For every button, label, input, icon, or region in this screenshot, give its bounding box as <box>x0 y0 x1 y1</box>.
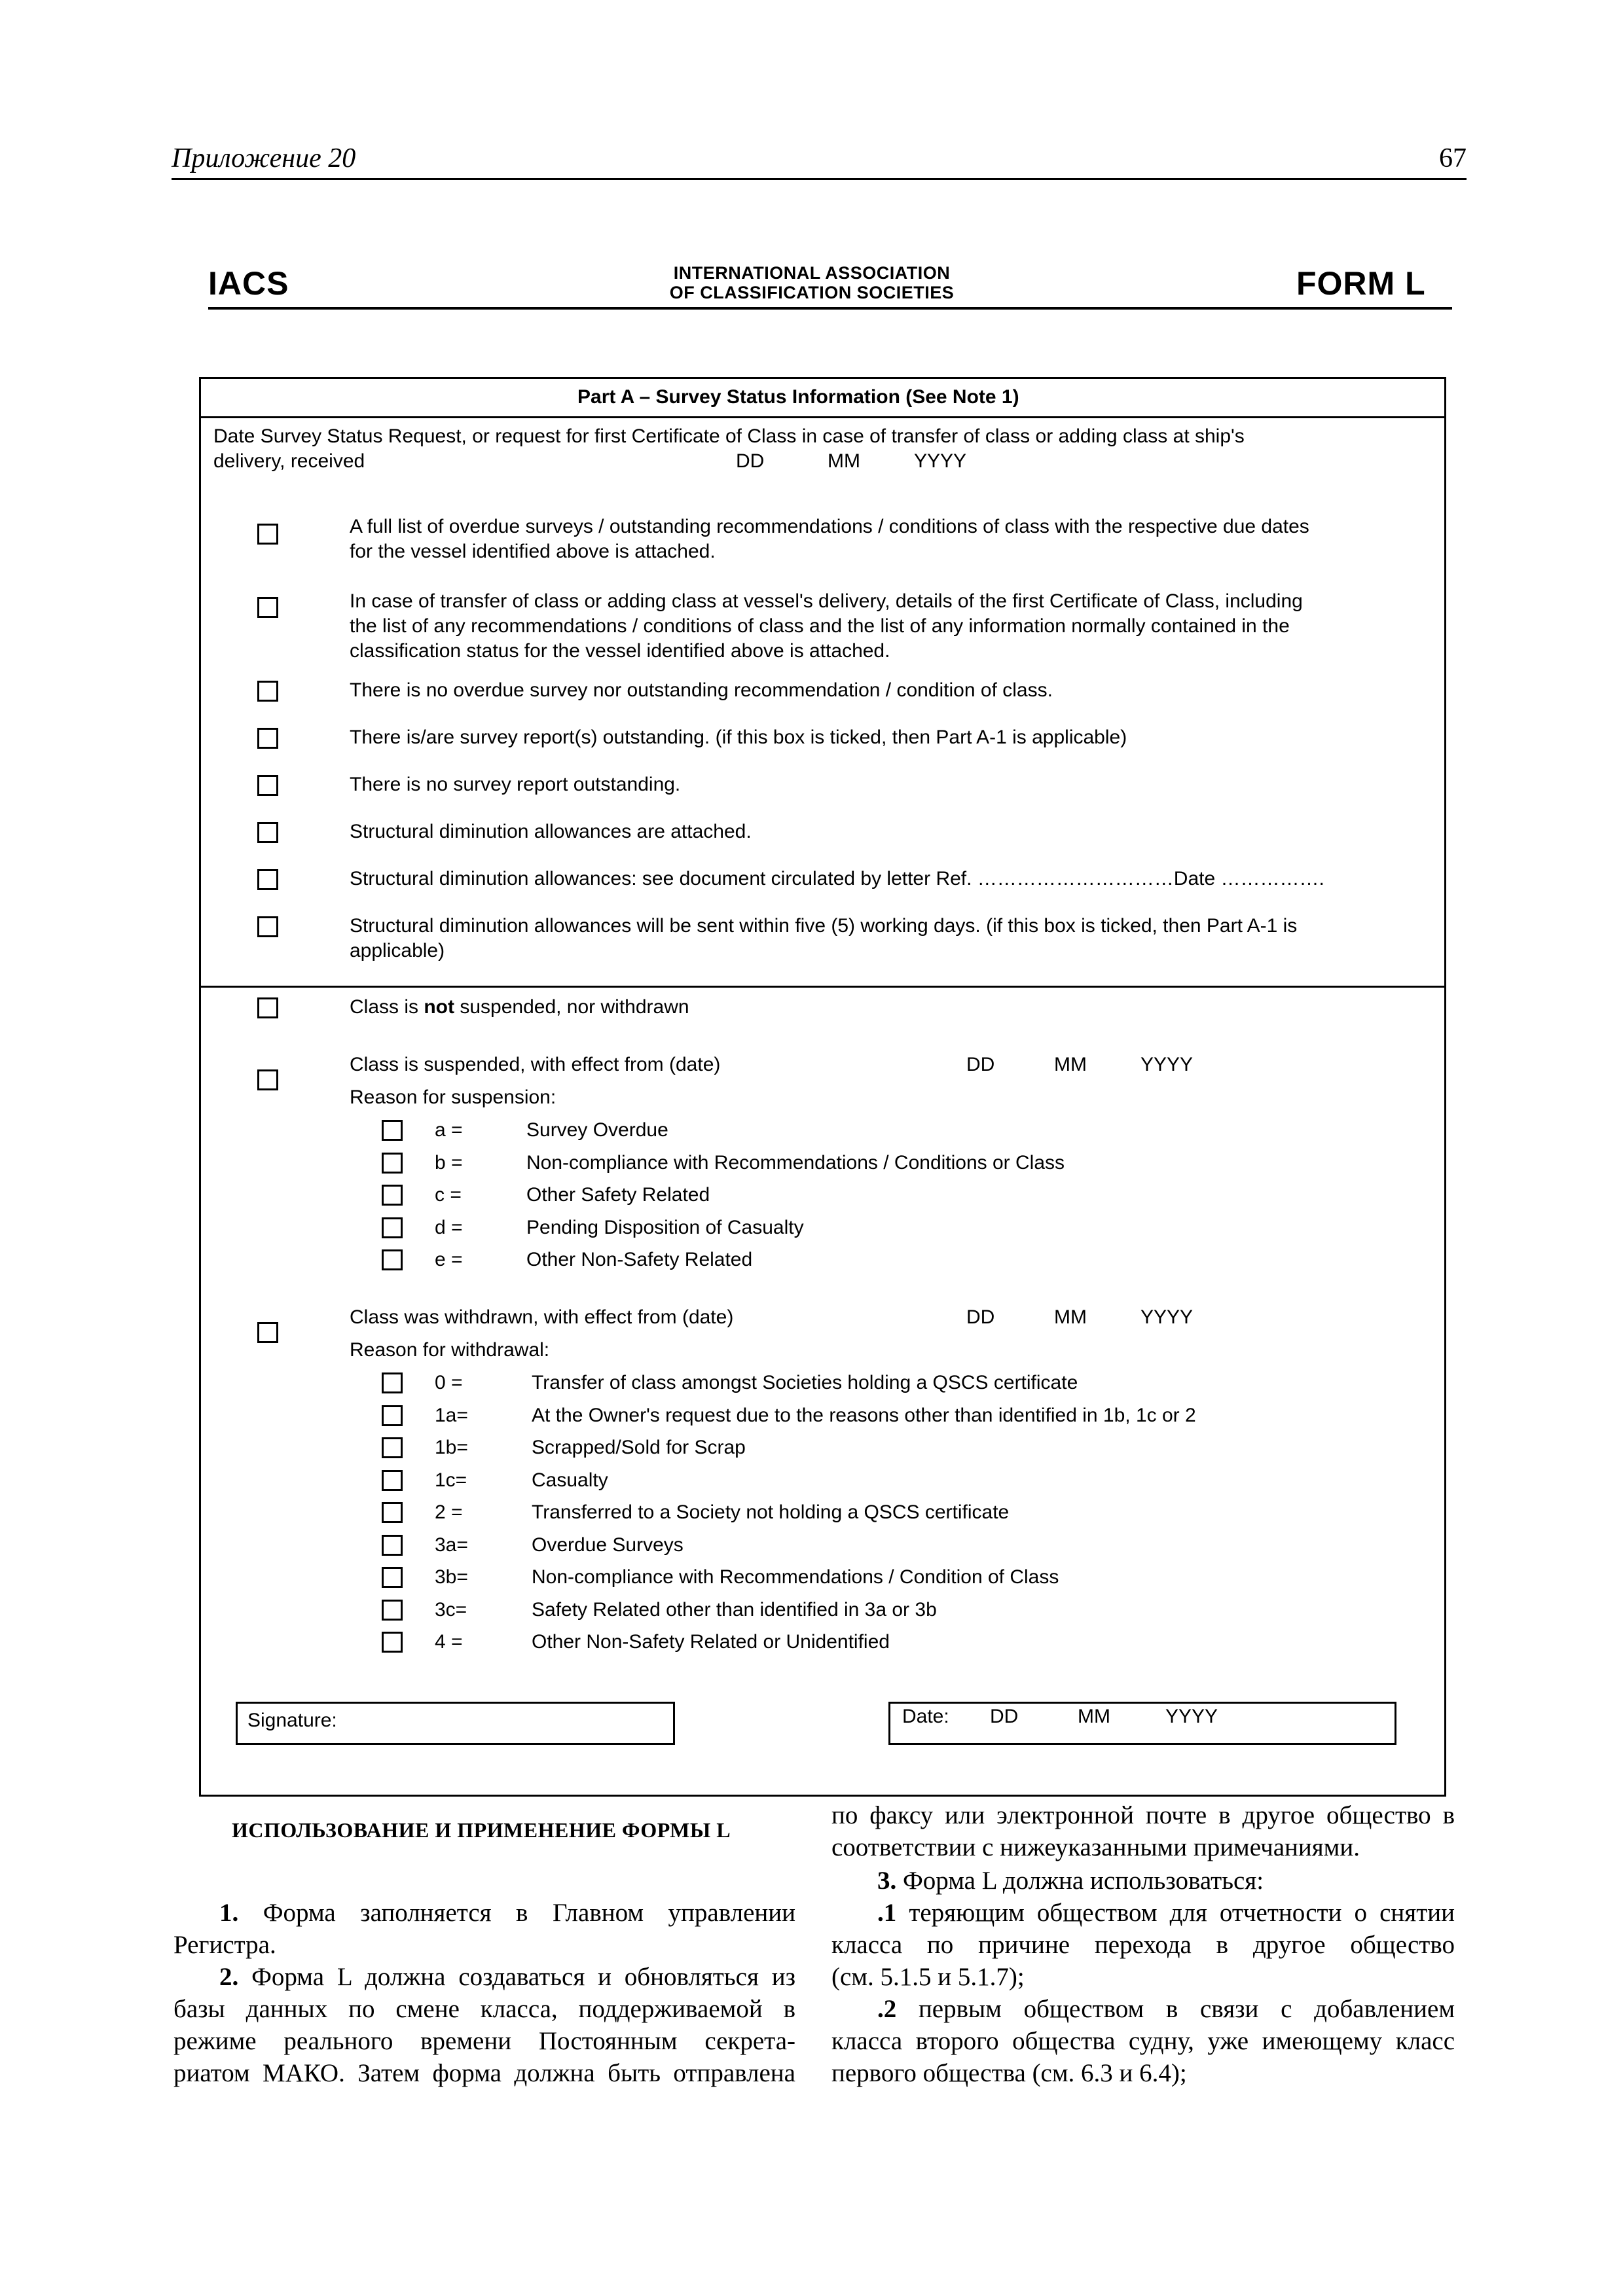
class-withdrawn-label: Class was withdrawn, with effect from (date) <box>350 1306 734 1328</box>
item-diminution-letter: Structural diminution allowances: see document circulated by letter Ref. …………………………Date ……………. <box>350 868 1324 889</box>
association-line-2: OF CLASSIFICATION SOCIETIES <box>669 283 955 302</box>
item-no-overdue-survey: There is no overdue survey nor outstanding recommendation / condition of class. <box>350 679 1053 701</box>
suspension-code-c: c = <box>435 1184 462 1206</box>
checkbox-withdrawal-1c[interactable] <box>382 1470 403 1491</box>
checkbox-suspension-b[interactable] <box>382 1153 403 1174</box>
para-2-line-2: базы данных по смене класса, поддерживаемой в <box>173 1995 795 2023</box>
suspension-reason-d: Pending Disposition of Casualty <box>526 1217 804 1238</box>
request-date-dd: DD <box>736 450 765 472</box>
checkbox-overdue-list-attached[interactable] <box>257 524 278 545</box>
suspended-date-dd: DD <box>966 1054 995 1075</box>
running-header-left: Приложение 20 <box>172 143 356 173</box>
para-3-1-line-1: .1 теряющим обществом для отчетности о снятии <box>877 1899 1455 1927</box>
withdrawn-date-mm: MM <box>1054 1306 1087 1328</box>
para-3-1-line-2: класса по причине перехода в другое общество <box>831 1931 1455 1959</box>
withdrawal-reason-4: Other Non-Safety Related or Unidentified <box>532 1631 890 1653</box>
item-class-not-suspended: Class is not suspended, nor withdrawn <box>350 996 689 1018</box>
form-header-rule <box>208 307 1452 310</box>
checkbox-class-not-suspended[interactable] <box>257 997 278 1018</box>
checkbox-suspension-a[interactable] <box>382 1120 403 1141</box>
signature-date-field[interactable] <box>888 1702 1396 1745</box>
item-diminution-five-days-line-1: Structural diminution allowances will be sent within five (5) working days. (if this box is ticked, then Part A-1 is <box>350 915 1298 937</box>
para-r1-line-2: соответствии с нижеуказанными примечаниями. <box>831 1833 1360 1861</box>
withdrawal-reason-1c: Casualty <box>532 1469 608 1491</box>
suspended-date-mm: MM <box>1054 1054 1087 1075</box>
request-date-line-1: Date Survey Status Request, or request for first Certificate of Class in case of transfer of class or adding class at ship's <box>213 425 1245 447</box>
item-overdue-list-line-1: A full list of overdue surveys / outstanding recommendations / conditions of class with the respective due dates <box>350 516 1309 537</box>
suspension-code-a: a = <box>435 1119 463 1141</box>
class-status-divider <box>199 986 1444 988</box>
suspension-code-e: e = <box>435 1249 463 1270</box>
running-header-rule <box>172 178 1467 180</box>
item-survey-reports-outstanding: There is/are survey report(s) outstanding. (if this box is ticked, then Part A-1 is applicable) <box>350 726 1127 748</box>
withdrawal-reason-3a: Overdue Surveys <box>532 1534 684 1556</box>
iacs-logo-text: IACS <box>208 265 289 302</box>
para-3-2-line-2: класса второго общества судну, уже имеющему класс <box>831 2027 1455 2055</box>
signature-label: Signature: <box>247 1710 337 1731</box>
signature-date-dd: DD <box>990 1706 1019 1727</box>
part-a-title-rule <box>199 416 1444 418</box>
signature-date-label: Date: <box>902 1706 949 1727</box>
withdrawn-date-yyyy: YYYY <box>1140 1306 1194 1328</box>
withdrawal-reason-3c: Safety Related other than identified in 3a or 3b <box>532 1599 937 1621</box>
para-1-line-2: Регистра. <box>173 1931 276 1959</box>
item-transfer-details-line-1: In case of transfer of class or adding class at vessel's delivery, details of the first Certificate of Class, including <box>350 590 1303 612</box>
item-transfer-details-line-3: classification status for the vessel identified above is attached. <box>350 640 890 662</box>
withdrawn-date-dd: DD <box>966 1306 995 1328</box>
para-r1-line-1: по факсу или электронной почте в другое общество в <box>831 1801 1455 1829</box>
page-number: 67 <box>1439 143 1467 173</box>
withdrawal-code-3c: 3c= <box>435 1599 467 1621</box>
withdrawal-reason-1a: At the Owner's request due to the reasons other than identified in 1b, 1c or 2 <box>532 1405 1196 1426</box>
para-3: 3. Форма L должна использоваться: <box>877 1867 1264 1895</box>
checkbox-diminution-five-days[interactable] <box>257 916 278 937</box>
item-diminution-five-days-line-2: applicable) <box>350 940 445 961</box>
checkbox-withdrawal-1b[interactable] <box>382 1437 403 1458</box>
request-date-line-2: delivery, received <box>213 450 365 472</box>
suspension-reason-e: Other Non-Safety Related <box>526 1249 753 1270</box>
part-a-title: Part A – Survey Status Information (See Note 1) <box>577 386 1019 408</box>
withdrawal-code-1b: 1b= <box>435 1437 468 1458</box>
checkbox-withdrawal-0[interactable] <box>382 1372 403 1393</box>
checkbox-suspension-d[interactable] <box>382 1217 403 1238</box>
suspended-date-yyyy: YYYY <box>1140 1054 1194 1075</box>
suspension-reason-b: Non-compliance with Recommendations / Conditions or Class <box>526 1152 1065 1174</box>
usage-heading: ИСПОЛЬЗОВАНИЕ И ПРИМЕНЕНИЕ ФОРМЫ L <box>232 1818 731 1842</box>
checkbox-class-withdrawn[interactable] <box>257 1322 278 1343</box>
checkbox-no-survey-report[interactable] <box>257 775 278 796</box>
signature-date-mm: MM <box>1078 1706 1110 1727</box>
withdrawal-reason-1b: Scrapped/Sold for Scrap <box>532 1437 746 1458</box>
withdrawal-code-0: 0 = <box>435 1372 463 1393</box>
class-suspended-label: Class is suspended, with effect from (date) <box>350 1054 721 1075</box>
signature-date-yyyy: YYYY <box>1165 1706 1218 1727</box>
item-no-survey-report: There is no survey report outstanding. <box>350 774 681 795</box>
association-line-1: INTERNATIONAL ASSOCIATION <box>673 263 951 283</box>
suspension-code-b: b = <box>435 1152 463 1174</box>
withdrawal-reason-2: Transferred to a Society not holding a QSCS certificate <box>532 1501 1010 1523</box>
withdrawal-code-4: 4 = <box>435 1631 463 1653</box>
request-date-yyyy: YYYY <box>914 450 967 472</box>
checkbox-suspension-c[interactable] <box>382 1185 403 1206</box>
checkbox-class-suspended[interactable] <box>257 1069 278 1090</box>
withdrawal-reason-0: Transfer of class amongst Societies holding a QSCS certificate <box>532 1372 1078 1393</box>
withdrawal-code-2: 2 = <box>435 1501 463 1523</box>
form-title: FORM L <box>1296 265 1426 302</box>
para-1-line-1: 1. Форма заполняется в Главном управлении <box>219 1899 795 1927</box>
checkbox-withdrawal-3c[interactable] <box>382 1600 403 1621</box>
withdrawal-code-3b: 3b= <box>435 1566 468 1588</box>
checkbox-withdrawal-3b[interactable] <box>382 1567 403 1588</box>
checkbox-no-overdue-survey[interactable] <box>257 681 278 702</box>
item-overdue-list-line-2: for the vessel identified above is attached. <box>350 541 716 562</box>
checkbox-withdrawal-4[interactable] <box>382 1632 403 1653</box>
withdrawal-code-1c: 1c= <box>435 1469 467 1491</box>
suspension-reason-label: Reason for suspension: <box>350 1086 556 1108</box>
association-name <box>589 263 1034 302</box>
checkbox-diminution-letter[interactable] <box>257 869 278 890</box>
para-3-2-line-3: первого общества (см. 6.3 и 6.4); <box>831 2059 1187 2087</box>
withdrawal-reason-3b: Non-compliance with Recommendations / Condition of Class <box>532 1566 1059 1588</box>
checkbox-withdrawal-1a[interactable] <box>382 1405 403 1426</box>
checkbox-transfer-details-attached[interactable] <box>257 597 278 618</box>
item-diminution-attached: Structural diminution allowances are attached. <box>350 821 752 842</box>
withdrawal-reason-label: Reason for withdrawal: <box>350 1339 550 1361</box>
withdrawal-code-1a: 1a= <box>435 1405 468 1426</box>
checkbox-withdrawal-3a[interactable] <box>382 1535 403 1556</box>
withdrawal-code-3a: 3a= <box>435 1534 468 1556</box>
suspension-code-d: d = <box>435 1217 463 1238</box>
checkbox-withdrawal-2[interactable] <box>382 1502 403 1523</box>
checkbox-suspension-e[interactable] <box>382 1249 403 1270</box>
para-2-line-3: режиме реального времени Постоянным секрета- <box>173 2027 795 2055</box>
para-3-1-line-3: (см. 5.1.5 и 5.1.7); <box>831 1963 1025 1991</box>
request-date-mm: MM <box>828 450 860 472</box>
para-2-line-1: 2. Форма L должна создаваться и обновляться из <box>219 1963 795 1991</box>
suspension-reason-c: Other Safety Related <box>526 1184 710 1206</box>
para-3-2-line-1: .2 первым обществом в связи с добавлением <box>877 1995 1455 2023</box>
para-2-line-4: риатом МАКО. Затем форма должна быть отправлена <box>173 2059 795 2087</box>
checkbox-diminution-attached[interactable] <box>257 822 278 843</box>
checkbox-survey-reports-outstanding[interactable] <box>257 728 278 749</box>
suspension-reason-a: Survey Overdue <box>526 1119 668 1141</box>
item-transfer-details-line-2: the list of any recommendations / conditions of class and the list of any information normally contained in the <box>350 615 1290 637</box>
